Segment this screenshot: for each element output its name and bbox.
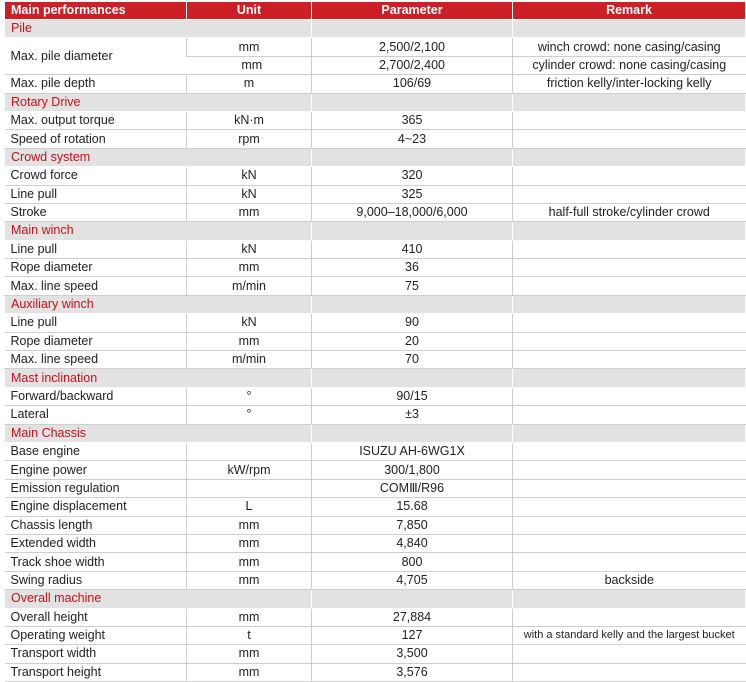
row-unit: kN [187,240,312,258]
row-unit: m [187,75,312,93]
row-parameter: 15.68 [312,498,513,516]
row-unit: mm [187,645,312,663]
row-name: Base engine [5,442,187,460]
row-parameter: 325 [312,185,513,203]
row-name: Swing radius [5,571,187,589]
row-parameter: 20 [312,332,513,350]
section-title: Crowd system [5,148,312,166]
section-filler [312,148,513,166]
row-unit: kN [187,185,312,203]
row-parameter: ISUZU AH-6WG1X [312,442,513,460]
row-unit: mm [187,534,312,552]
table-row [5,240,746,258]
row-name: Crowd force [5,167,187,185]
table-row [5,203,746,221]
row-remark [513,314,746,332]
table-row [5,516,746,534]
row-parameter: 127 [312,626,513,644]
row-name: Max. pile depth [5,75,187,93]
section-filler [312,93,513,111]
row-parameter: 4,705 [312,571,513,589]
row-parameter: 106/69 [312,75,513,93]
row-remark [513,130,746,148]
row-parameter: 4,840 [312,534,513,552]
section-filler [513,424,746,442]
row-parameter: ±3 [312,406,513,424]
row-remark: winch crowd: none casing/casing [513,38,746,56]
row-parameter: 365 [312,111,513,129]
row-remark [513,240,746,258]
row-remark [513,516,746,534]
row-name: Max. line speed [5,277,187,295]
row-remark [513,498,746,516]
row-remark [513,461,746,479]
row-remark [513,277,746,295]
row-remark [513,351,746,369]
section-filler [513,20,746,38]
row-unit: kN [187,167,312,185]
row-parameter: 7,850 [312,516,513,534]
row-parameter: 90/15 [312,387,513,405]
section-title: Auxiliary winch [5,295,312,313]
header-unit: Unit [187,2,312,20]
row-remark [513,645,746,663]
section-row [5,369,746,387]
header-main-performances: Main performances [5,2,187,20]
row-name: Line pull [5,240,187,258]
row-name: Line pull [5,185,187,203]
table-row [5,185,746,203]
row-unit: mm [187,38,312,56]
row-unit: mm [187,332,312,350]
row-unit: t [187,626,312,644]
row-name: Engine power [5,461,187,479]
section-filler [513,295,746,313]
row-remark [513,185,746,203]
row-parameter: 3,576 [312,663,513,681]
row-parameter: 4~23 [312,130,513,148]
table-row [5,130,746,148]
row-remark: half-full stroke/cylinder crowd [513,203,746,221]
row-parameter: 75 [312,277,513,295]
section-row [5,93,746,111]
row-unit: ° [187,406,312,424]
row-parameter: 300/1,800 [312,461,513,479]
row-name: Lateral [5,406,187,424]
section-filler [513,590,746,608]
specifications-table [4,1,746,682]
row-name: Rope diameter [5,332,187,350]
row-unit: mm [187,56,312,74]
row-unit: ° [187,387,312,405]
row-unit: mm [187,259,312,277]
section-filler [513,222,746,240]
row-unit: mm [187,516,312,534]
row-remark: backside [513,571,746,589]
section-title: Main winch [5,222,312,240]
row-name: Engine displacement [5,498,187,516]
row-remark [513,608,746,626]
row-parameter: 36 [312,259,513,277]
row-unit [187,479,312,497]
row-remark [513,111,746,129]
row-name: Transport width [5,645,187,663]
table-row [5,534,746,552]
row-parameter: 9,000–18,000/6,000 [312,203,513,221]
row-unit: L [187,498,312,516]
section-filler [513,148,746,166]
table-row [5,479,746,497]
row-name: Extended width [5,534,187,552]
row-remark: friction kelly/inter-locking kelly [513,75,746,93]
table-row [5,442,746,460]
section-row [5,222,746,240]
row-parameter: 2,700/2,400 [312,56,513,74]
table-row [5,351,746,369]
row-parameter: 70 [312,351,513,369]
row-unit: mm [187,608,312,626]
row-name: Stroke [5,203,187,221]
row-name: Max. pile diameter [5,38,187,75]
row-name: Chassis length [5,516,187,534]
table-row [5,167,746,185]
row-unit: rpm [187,130,312,148]
row-parameter: 800 [312,553,513,571]
row-name: Speed of rotation [5,130,187,148]
table-row [5,387,746,405]
row-remark [513,259,746,277]
table-row [5,645,746,663]
section-row [5,295,746,313]
section-row [5,20,746,38]
table-row [5,111,746,129]
table-row [5,38,746,56]
table-row [5,461,746,479]
table-row [5,663,746,681]
row-name: Operating weight [5,626,187,644]
row-name: Max. line speed [5,351,187,369]
table-row [5,406,746,424]
row-unit: mm [187,203,312,221]
section-filler [513,369,746,387]
row-unit: mm [187,571,312,589]
section-filler [312,369,513,387]
row-name: Rope diameter [5,259,187,277]
section-row [5,424,746,442]
row-parameter: 27,884 [312,608,513,626]
row-remark [513,406,746,424]
row-unit: mm [187,663,312,681]
table-row [5,626,746,644]
row-name: Forward/backward [5,387,187,405]
table-row [5,332,746,350]
row-unit: mm [187,553,312,571]
row-name: Transport height [5,663,187,681]
section-title: Mast inclination [5,369,312,387]
section-filler [312,295,513,313]
row-unit: kW/rpm [187,461,312,479]
section-title: Main Chassis [5,424,312,442]
table-body [5,20,746,682]
table-row [5,498,746,516]
row-name: Max. output torque [5,111,187,129]
row-unit: kN·m [187,111,312,129]
row-name: Line pull [5,314,187,332]
row-remark [513,534,746,552]
section-title: Overall machine [5,590,312,608]
row-remark: cylinder crowd: none casing/casing [513,56,746,74]
table-row [5,571,746,589]
row-parameter: 410 [312,240,513,258]
section-filler [312,20,513,38]
row-unit: m/min [187,351,312,369]
section-title: Pile [5,20,312,38]
row-remark: with a standard kelly and the largest bucket [513,626,746,644]
row-parameter: 3,500 [312,645,513,663]
table-row [5,608,746,626]
table-row [5,314,746,332]
row-remark [513,332,746,350]
row-remark [513,387,746,405]
row-parameter: 320 [312,167,513,185]
section-row [5,590,746,608]
header-remark: Remark [513,2,746,20]
row-remark [513,442,746,460]
header-parameter: Parameter [312,2,513,20]
section-title: Rotary Drive [5,93,312,111]
table-row [5,75,746,93]
table-header-row [5,2,746,20]
row-remark [513,663,746,681]
section-filler [312,424,513,442]
section-filler [312,222,513,240]
row-remark [513,167,746,185]
table-row [5,553,746,571]
row-unit: m/min [187,277,312,295]
table-row [5,259,746,277]
section-filler [312,590,513,608]
row-name: Overall height [5,608,187,626]
row-unit: kN [187,314,312,332]
row-unit [187,442,312,460]
table-row [5,277,746,295]
row-parameter: 2,500/2,100 [312,38,513,56]
row-name: Track shoe width [5,553,187,571]
row-parameter: 90 [312,314,513,332]
row-remark [513,553,746,571]
row-name: Emission regulation [5,479,187,497]
row-parameter: COMⅢ/R96 [312,479,513,497]
section-filler [513,93,746,111]
section-row [5,148,746,166]
row-remark [513,479,746,497]
